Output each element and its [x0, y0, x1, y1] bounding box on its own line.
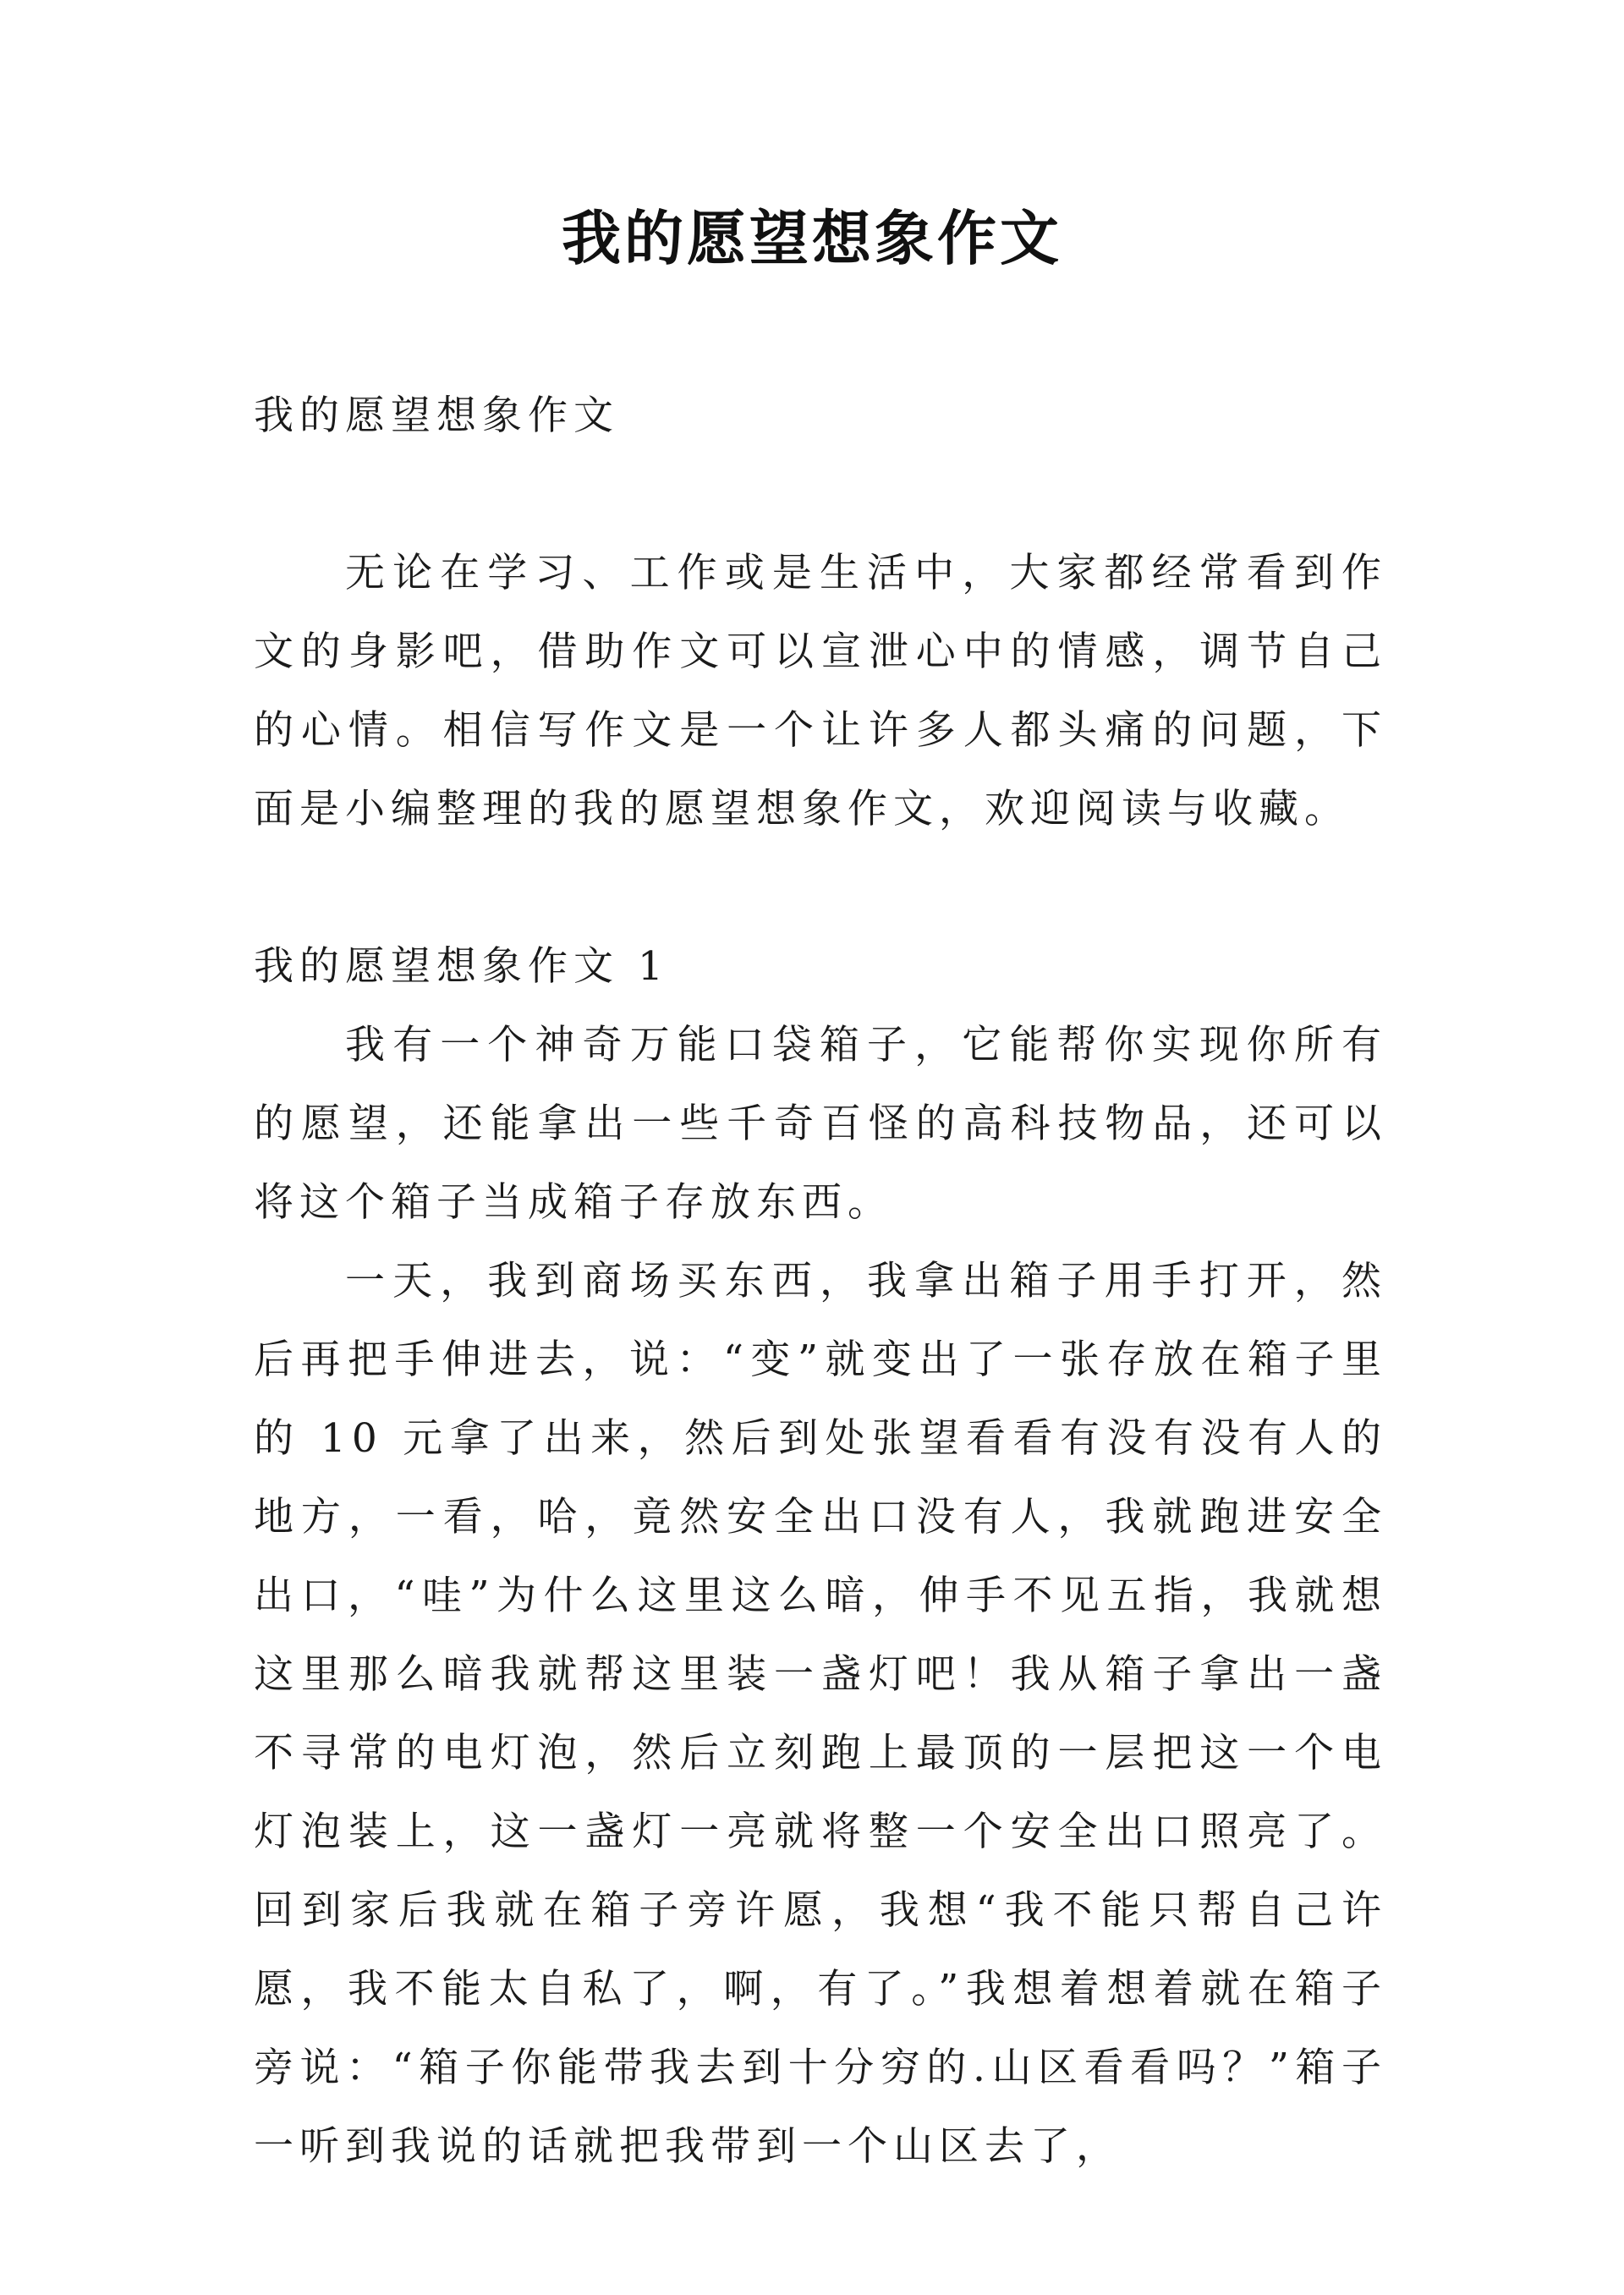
document-title: 我的愿望想象作文 [562, 203, 1062, 273]
body-paragraph: 我有一个神奇万能口袋箱子，它能帮你实现你所有的愿望，还能拿出一些千奇百怪的高科技物品，还可以将这个箱子当成箱子存放东西。 [254, 1022, 1387, 1226]
body-paragraph: 一天，我到商场买东西，我拿出箱子用手打开，然后再把手伸进去，说：“变”就变出了一张存放在箱子里的 10 元拿了出来，然后到处张望看看有没有没有人的地方，一看，哈，竟然安全出口没有人，我就跑进安全出口，“哇”为什么这里这么暗，伸手不见五指，我就想这里那么暗我就帮这里装一盏灯吧！我从箱子拿出一盏不寻常的电灯泡，然后立刻跑上最顶的一层把这一个电灯泡装上，这一盏灯一亮就将整一个安全出口照亮了。回到家后我就在箱子旁许愿，我想“我不能只帮自己许愿，我不能太自私了，啊，有了。”我想着想着就在箱子旁说：“箱子你能带我去到十分穷的.山区看看吗？”箱子一听到我说的话就把我带到一个山区去了， [254, 1258, 1387, 2170]
intro-paragraph: 无论在学习、工作或是生活中，大家都经常看到作文的身影吧，借助作文可以宣泄心中的情感，调节自己的心情。相信写作文是一个让许多人都头痛的问题，下面是小编整理的我的愿望想象作文，欢迎阅读与收藏。 [254, 550, 1387, 832]
section-heading: 我的愿望想象作文 1 [254, 943, 669, 990]
document-subtitle: 我的愿望想象作文 [254, 393, 619, 439]
document-body [254, 376, 1387, 2186]
